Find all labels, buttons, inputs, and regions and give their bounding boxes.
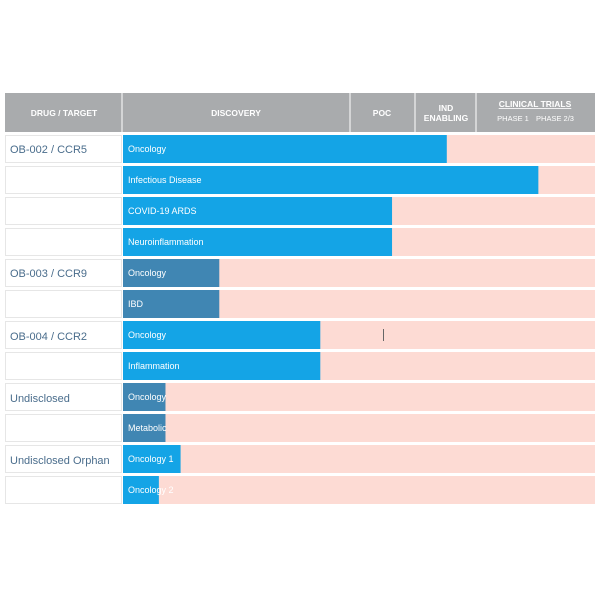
bar-label: Oncology [128,330,167,340]
bar-label: Neuroinflammation [128,237,204,247]
header-discovery: DISCOVERY [211,108,261,118]
drug-label-undisclosed: Undisclosed [10,393,70,405]
bar-label: Oncology 2 [128,485,174,495]
pipeline-track [123,414,595,442]
bar-label: COVID-19 ARDS [128,206,197,216]
header-clinical-trials: CLINICAL TRIALS [498,99,572,109]
bar-label: IBD [128,299,144,309]
bar-label: Oncology 1 [128,454,174,464]
row-label-boxes [6,136,122,504]
header-phase-1: PHASE 1 [497,114,529,123]
header-ind-line1: IND [438,103,454,113]
pipeline-track [123,445,595,473]
bar-label: Oncology [128,144,167,154]
drug-label-ob-004: OB-004 / CCR2 [10,331,88,343]
header-drug-target: DRUG / TARGET [30,108,98,118]
drug-label-ob-002: OB-002 / CCR5 [10,144,88,156]
pipeline-track [123,476,595,504]
drug-label-ob-003: OB-003 / CCR9 [10,268,88,280]
bar-label: Inflammation [128,361,180,371]
bar-label: Oncology [128,268,167,278]
pipeline-track [123,383,595,411]
bar-label-group [128,144,204,495]
drug-label-undisclosed-orphan: Undisclosed Orphan [10,455,110,467]
header-phase-2-3: PHASE 2/3 [536,114,574,123]
header-poc: POC [372,108,392,118]
bar-label: Metabolic [128,423,167,433]
pipeline-bar [123,135,447,163]
header-ind-line2: ENABLING [423,113,469,123]
bar-label: Infectious Disease [128,175,202,185]
bar-label: Oncology [128,392,167,402]
